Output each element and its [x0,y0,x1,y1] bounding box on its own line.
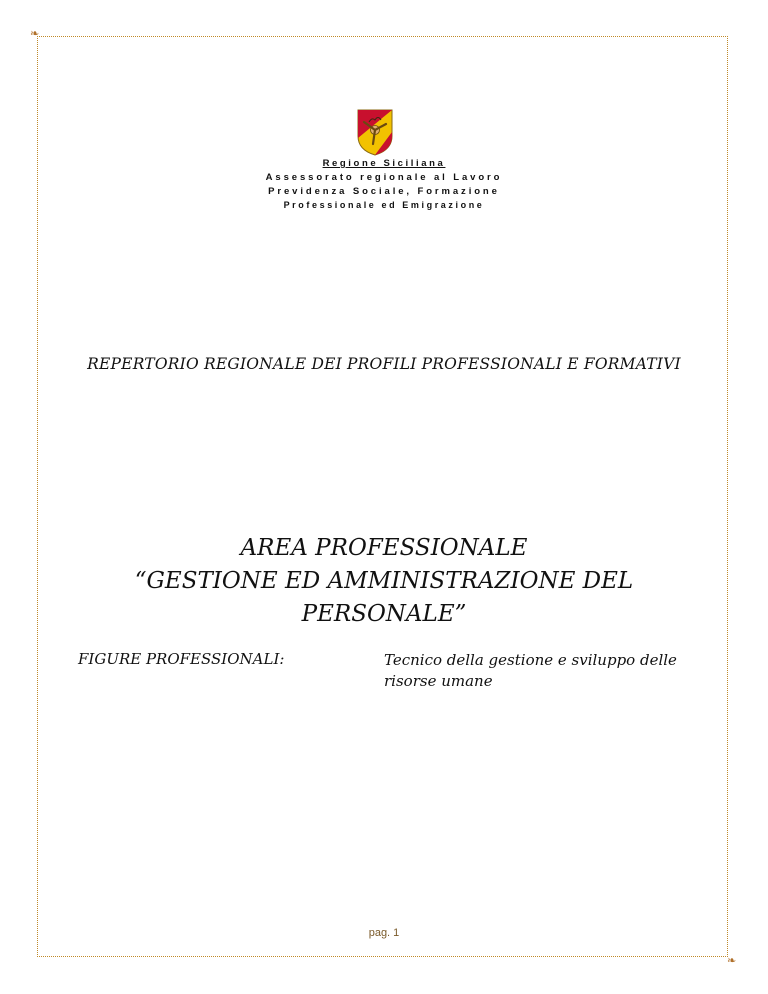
corner-ornament-icon: ❧ [30,27,40,40]
page-number: pag. 1 [368,927,400,939]
area-title [84,532,684,631]
header-assessorato: Assessorato regionale al Lavoro [265,172,503,183]
figure-value: Tecnico della gestione e sviluppo delle risorse umane [384,651,677,690]
sicily-emblem-icon [356,108,394,156]
header-previdenza: Previdenza Sociale, Formazione [268,186,500,197]
header-professionale: Professionale ed Emigrazione [283,200,485,210]
area-title-line2: “GESTIONE ED AMMINISTRAZIONE DEL PERSONALE” [134,568,634,627]
area-title-line1: AREA PROFESSIONALE [240,535,528,561]
corner-ornament-icon: ❧ [727,954,737,967]
figure-label: FIGURE PROFESSIONALI: [78,650,285,668]
repertorio-title: REPERTORIO REGIONALE DEI PROFILI PROFESSIONALI E FORMATIVI [87,355,681,373]
header-region-name: Regione Siciliana [322,158,446,169]
